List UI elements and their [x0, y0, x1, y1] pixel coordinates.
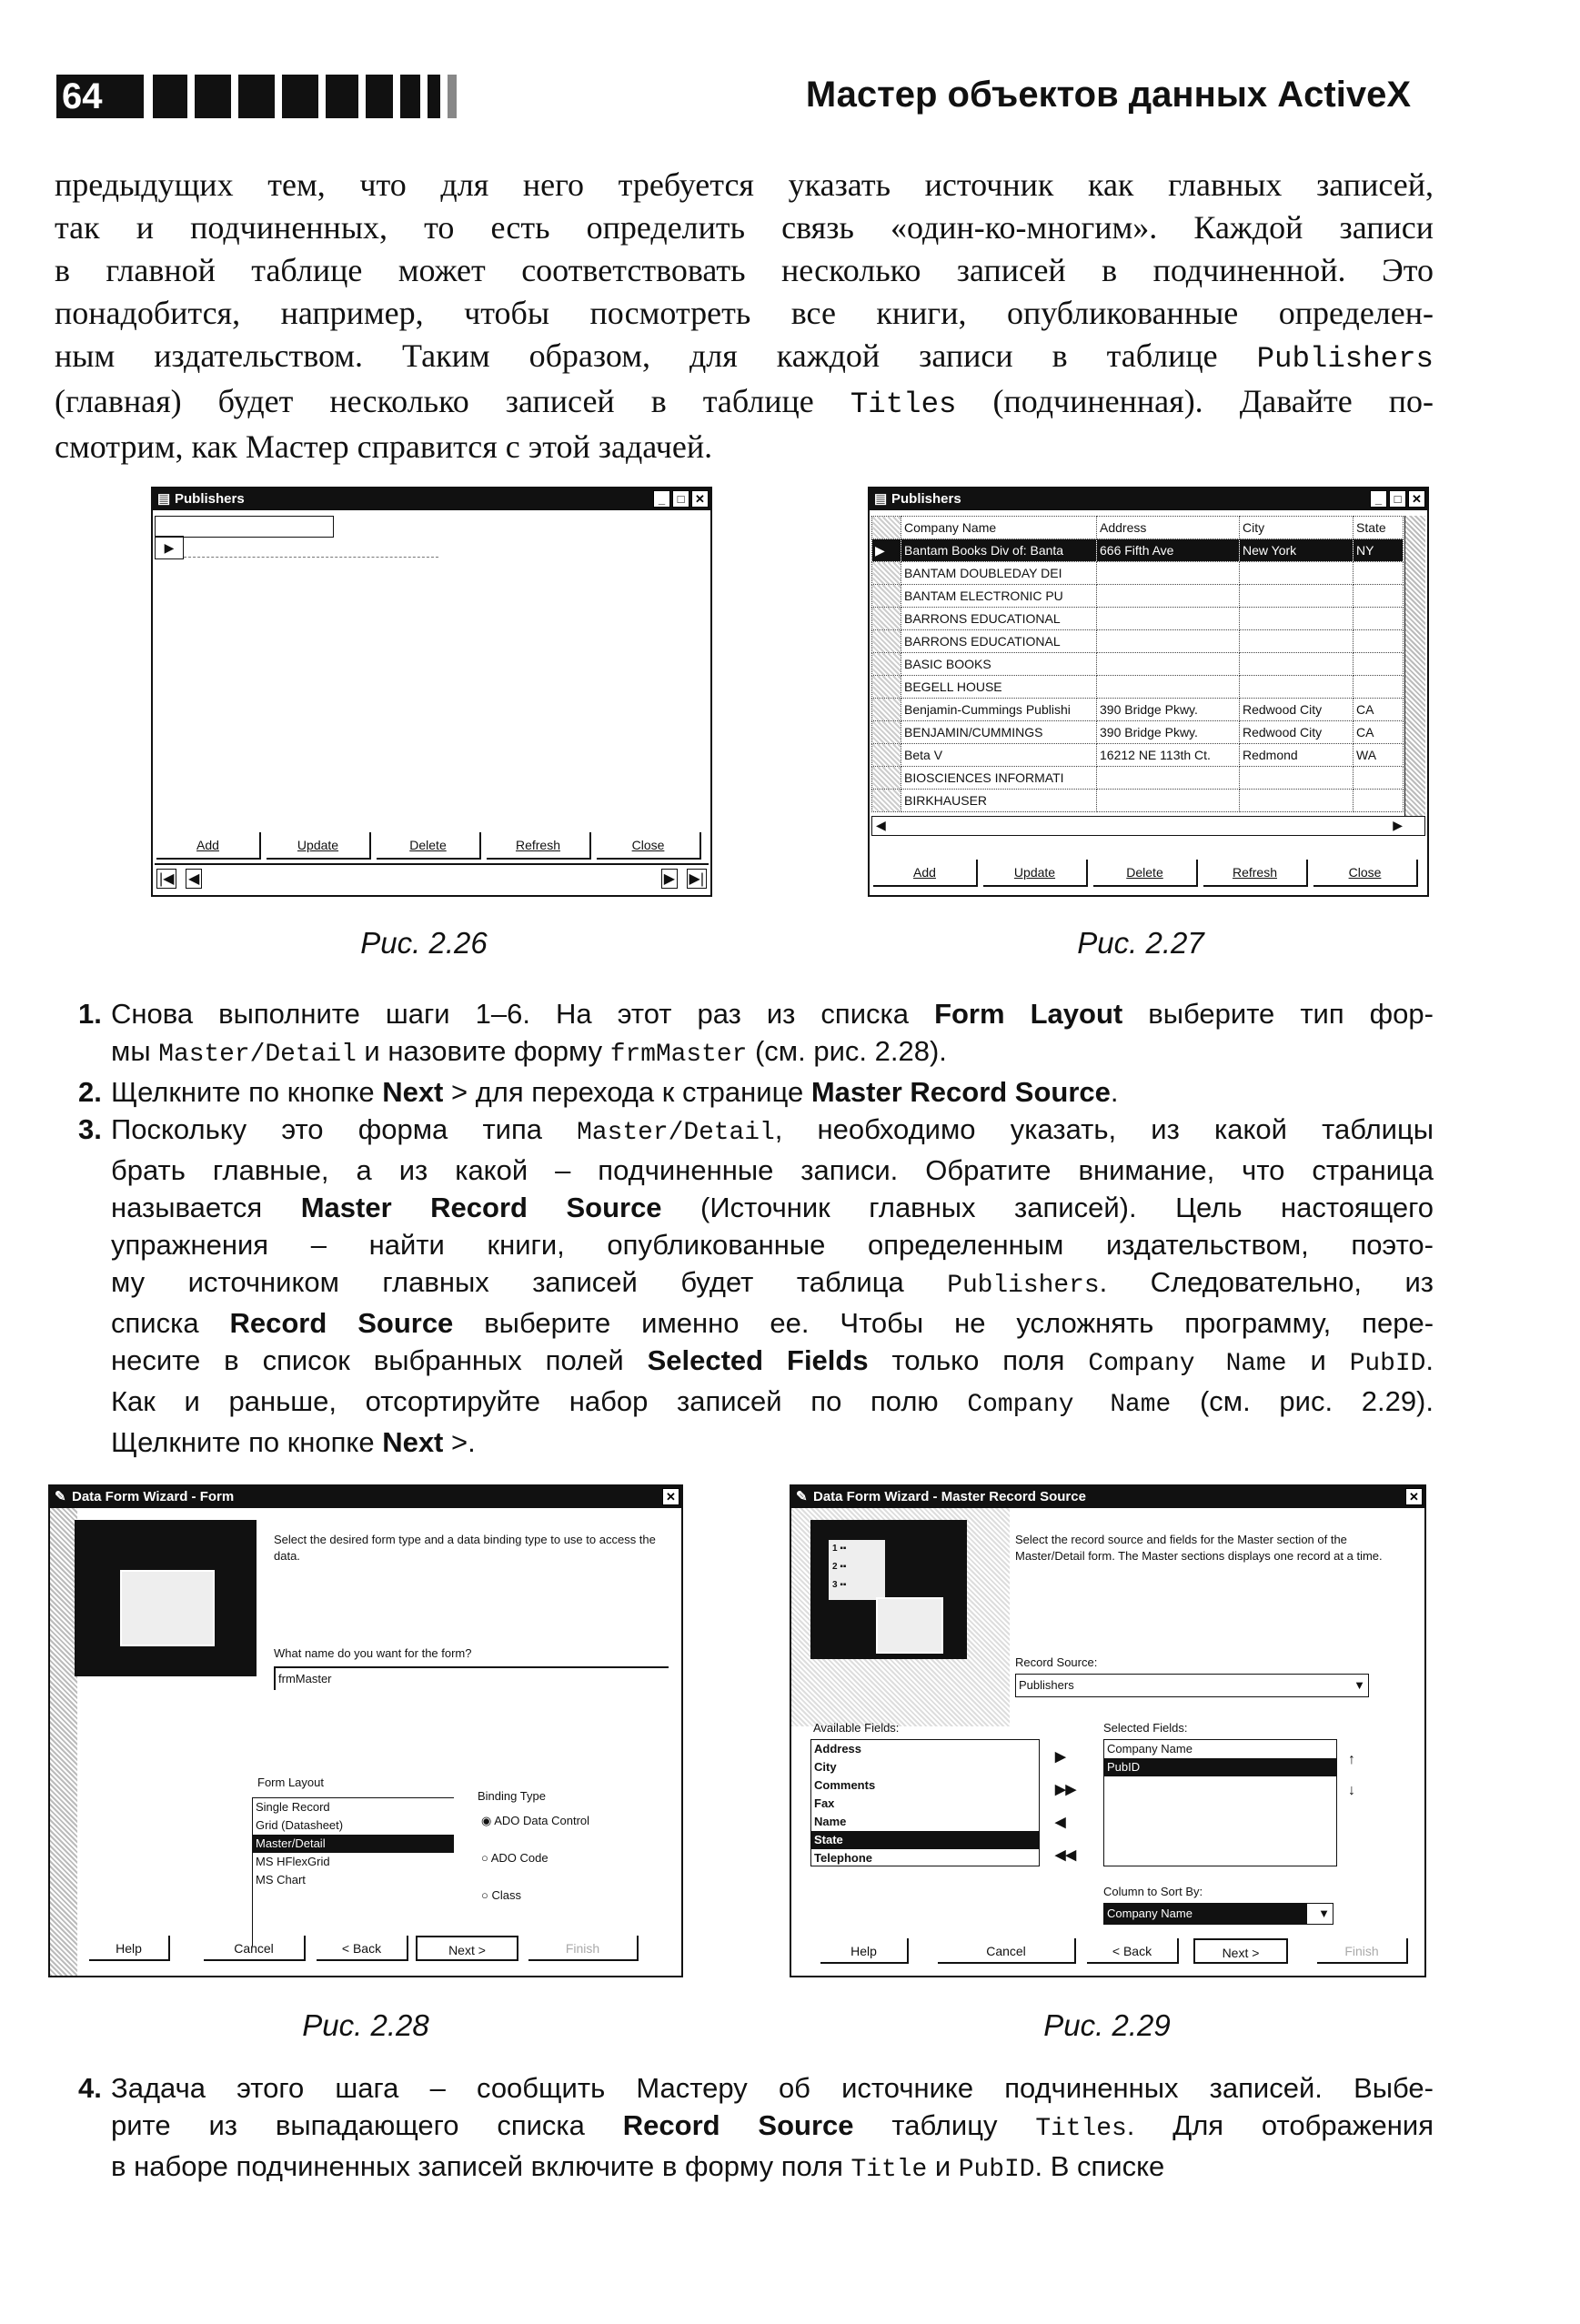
table-cell[interactable]: 390 Bridge Pkwy.	[1097, 699, 1240, 721]
add-all-fields-button[interactable]: ▶▶	[1055, 1782, 1077, 1797]
text-line: так и подчиненных, то есть определить связь «один-ко-многим». Каждой записи	[55, 209, 1434, 246]
step-number: 4.	[78, 2072, 102, 2104]
text-line: рите из выпадающего списка Record Source таблицу Titles. Для отображения	[111, 2109, 1434, 2143]
text-line: предыдущих тем, что для него требуется указать источник как главных записей,	[55, 166, 1434, 203]
close-window-button[interactable]: ✕	[1408, 490, 1425, 508]
table-row[interactable]	[872, 676, 1404, 699]
table-row[interactable]	[872, 744, 1404, 767]
radio-option[interactable]	[481, 1851, 589, 1888]
finish-button[interactable]: Finish	[1317, 1938, 1408, 1964]
button-row	[873, 860, 1423, 887]
table-row[interactable]	[872, 767, 1404, 790]
title-bar	[870, 488, 1427, 510]
table-cell[interactable]: 390 Bridge Pkwy.	[1097, 721, 1240, 744]
available-fields-label: Available Fields:	[813, 1721, 900, 1735]
scroll-left-icon[interactable]: ◀	[876, 818, 886, 832]
publishers-window-empty	[151, 487, 712, 897]
table-cell[interactable]: BASIC BOOKS	[901, 653, 1097, 676]
sort-column-label: Column to Sort By:	[1103, 1885, 1203, 1898]
text-line: Щелкните по кнопке Next > для перехода к странице Master Record Source.	[111, 1076, 1119, 1108]
transfer-buttons	[1055, 1748, 1086, 1879]
update-button[interactable]: Update	[983, 860, 1088, 887]
header-bar-decoration	[195, 75, 231, 118]
table-row[interactable]	[872, 630, 1404, 653]
table-cell[interactable]: BENJAMIN/CUMMINGS	[901, 721, 1097, 744]
list-item[interactable]: PubID	[1104, 1758, 1336, 1776]
form-layout-list[interactable]	[252, 1797, 454, 1947]
header-bar-decoration	[400, 75, 420, 118]
figure-caption: Рис. 2.26	[360, 926, 488, 960]
code-term: Master/Detail	[577, 1119, 775, 1147]
selected-fields-list[interactable]	[1103, 1739, 1337, 1866]
table-cell[interactable]: BANTAM ELECTRONIC PU	[901, 585, 1097, 608]
list-item	[78, 2069, 1434, 2188]
form-preview-icon	[876, 1597, 943, 1654]
text-line: упражнения – найти книги, опубликованные определенным издательством, поэто-	[111, 1229, 1434, 1261]
table-cell[interactable]	[1097, 585, 1240, 608]
record-selector[interactable]	[872, 653, 901, 676]
record-selector[interactable]	[872, 721, 901, 744]
horizontal-scrollbar[interactable]	[871, 816, 1425, 836]
table-cell[interactable]: BIRKHAUSER	[901, 790, 1097, 812]
close-window-button[interactable]: ✕	[662, 1488, 679, 1505]
table-cell[interactable]	[1354, 585, 1404, 608]
add-button[interactable]: Add	[156, 832, 261, 860]
add-button[interactable]: Add	[873, 860, 978, 887]
header-bar-decoration	[428, 75, 440, 118]
table-cell[interactable]: Redwood City	[1240, 699, 1354, 721]
record-selector[interactable]	[872, 630, 901, 653]
record-selector[interactable]	[872, 676, 901, 699]
text-line: Поскольку это форма типа Master/Detail, необходимо указать, из какой таблицы	[111, 1113, 1434, 1147]
remove-all-fields-button[interactable]: ◀◀	[1055, 1847, 1077, 1863]
bold-term: Selected Fields	[647, 1344, 869, 1376]
back-button[interactable]: < Back	[317, 1936, 408, 1961]
table-cell[interactable]	[1354, 608, 1404, 630]
table-cell[interactable]: NY	[1354, 539, 1404, 562]
order-buttons	[1348, 1745, 1355, 1806]
record-selector[interactable]	[872, 790, 901, 812]
figure-caption: Рис. 2.29	[1043, 2008, 1171, 2042]
step-number: 2.	[78, 1076, 102, 1108]
navigation-bar	[155, 863, 709, 892]
list-item[interactable]: Single Record	[256, 1800, 330, 1814]
minimize-button[interactable]: _	[1370, 490, 1387, 508]
table-cell[interactable]	[1354, 790, 1404, 812]
add-field-button[interactable]: ▶	[1055, 1749, 1066, 1765]
table-cell[interactable]	[1354, 630, 1404, 653]
publishers-window-grid	[868, 487, 1429, 897]
text-line: Задача этого шага – сообщить Мастеру об источнике подчиненных записей. Выбе-	[111, 2072, 1434, 2104]
maximize-button[interactable]: □	[1389, 490, 1406, 508]
table-row[interactable]	[872, 539, 1404, 562]
bold-term: Form Layout	[934, 998, 1123, 1030]
list-item[interactable]: Grid (Datasheet)	[256, 1818, 344, 1832]
steps-list-continued	[78, 2069, 1434, 2188]
wizard-illustration	[810, 1520, 967, 1659]
text-line: Как и раньше, отсортируйте набор записей по полю Company Name (см. рис. 2.29).	[111, 1385, 1434, 1419]
table-row[interactable]	[872, 699, 1404, 721]
table-cell[interactable]	[1240, 676, 1354, 699]
available-fields-list[interactable]	[810, 1739, 1040, 1866]
text-line: смотрим, как Мастер справится с этой задачей.	[55, 428, 713, 465]
refresh-button[interactable]: Refresh	[1203, 860, 1308, 887]
table-row[interactable]	[872, 721, 1404, 744]
text-line: в главной таблице может соответствовать несколько записей в подчиненной. Это	[55, 252, 1434, 288]
header-bar-decoration	[366, 75, 393, 118]
form-layout-label: Form Layout	[257, 1776, 324, 1789]
move-up-icon[interactable]: ↑	[1348, 1752, 1355, 1767]
delete-button[interactable]: Delete	[377, 832, 481, 860]
text-line: списка Record Source выберите именно ее. Чтобы не усложнять программу, пере-	[111, 1307, 1434, 1339]
header-bar-decoration	[326, 75, 358, 118]
table-cell[interactable]: 16212 NE 113th Ct.	[1097, 744, 1240, 767]
update-button[interactable]: Update	[267, 832, 371, 860]
window-title: Publishers	[175, 491, 245, 507]
list-item	[78, 995, 1434, 1073]
sort-column-value: Company Name	[1104, 1904, 1307, 1924]
table-cell[interactable]	[1097, 562, 1240, 585]
close-window-button[interactable]: ✕	[1405, 1488, 1423, 1505]
text-line: (главная) будет несколько записей в таблице Titles (подчиненная). Давайте по-	[55, 383, 1434, 421]
table-cell[interactable]	[1097, 608, 1240, 630]
table-row[interactable]	[872, 585, 1404, 608]
text-line: брать главные, а из какой – подчиненные записи. Обратите внимание, что страница	[111, 1154, 1434, 1186]
page-number: 64	[56, 75, 144, 118]
radio-option[interactable]	[481, 1888, 589, 1926]
table-cell[interactable]	[1354, 767, 1404, 790]
binding-type-group	[481, 1814, 589, 1926]
list-item[interactable]: Address	[814, 1742, 862, 1756]
code-term: Publishers	[947, 1272, 1100, 1300]
table-cell[interactable]	[1240, 653, 1354, 676]
wizard-icon: ✎	[55, 1489, 66, 1504]
cancel-button[interactable]: Cancel	[204, 1936, 306, 1961]
figure-caption: Рис. 2.28	[302, 2008, 429, 2042]
next-record-icon[interactable]: ▶	[661, 869, 678, 889]
close-button[interactable]: Close	[597, 832, 701, 860]
record-selector[interactable]	[872, 562, 901, 585]
form-name-label: What name do you want for the form?	[274, 1646, 472, 1660]
table-cell[interactable]	[1240, 585, 1354, 608]
delete-button[interactable]: Delete	[1093, 860, 1198, 887]
record-selector[interactable]	[872, 744, 901, 767]
table-cell[interactable]	[1097, 790, 1240, 812]
record-selector[interactable]: ▶	[872, 539, 901, 562]
list-item[interactable]: Comments	[814, 1778, 876, 1792]
table-cell[interactable]	[1240, 767, 1354, 790]
text-line: ным издательством. Таким образом, для каждой записи в таблице Publishers	[55, 337, 1434, 376]
list-item[interactable]: MS HFlexGrid	[256, 1855, 330, 1868]
table-row[interactable]	[872, 790, 1404, 812]
code-term: Titles	[850, 387, 957, 421]
list-item	[78, 1111, 1434, 1461]
chapter-title: Мастер объектов данных ActiveX	[805, 75, 1411, 115]
table-cell[interactable]	[1354, 676, 1404, 699]
record-selector[interactable]	[872, 699, 901, 721]
table-row[interactable]	[872, 653, 1404, 676]
table-cell[interactable]: Beta V	[901, 744, 1097, 767]
vertical-scrollbar[interactable]	[1404, 516, 1425, 816]
table-cell[interactable]: Redwood City	[1240, 721, 1354, 744]
radio-label: ADO Data Control	[494, 1814, 590, 1827]
record-selector[interactable]	[872, 585, 901, 608]
header-bar-decoration	[238, 75, 275, 118]
text-line: му источником главных записей будет таблица Publishers. Следовательно, из	[111, 1266, 1434, 1300]
record-source-value: Publishers	[1019, 1678, 1074, 1692]
table-cell[interactable]: 666 Fifth Ave	[1097, 539, 1240, 562]
grid-new-row	[184, 557, 438, 558]
publishers-grid[interactable]	[871, 516, 1404, 812]
selected-fields-label: Selected Fields:	[1103, 1721, 1188, 1735]
record-selector[interactable]	[872, 767, 901, 790]
grid-header-row	[872, 517, 1404, 539]
next-button[interactable]: Next >	[416, 1936, 518, 1961]
app-icon: ▤	[874, 491, 888, 507]
text-line: в наборе подчиненных записей включите в форму поля Title и PubID. В списке	[111, 2150, 1165, 2184]
text-line: называется Master Record Source (Источник главных записей). Цель настоящего	[111, 1192, 1434, 1223]
table-cell[interactable]	[1354, 562, 1404, 585]
table-cell[interactable]	[1097, 767, 1240, 790]
table-row[interactable]	[872, 608, 1404, 630]
table-cell[interactable]: BIOSCIENCES INFORMATI	[901, 767, 1097, 790]
minimize-button[interactable]: _	[653, 490, 670, 508]
list-item	[78, 1073, 1434, 1111]
window-title: Data Form Wizard - Master Record Source	[813, 1489, 1086, 1504]
table-row[interactable]	[872, 562, 1404, 585]
title-bar	[791, 1486, 1424, 1508]
header-bar-decoration	[448, 75, 457, 118]
binding-type-label: Binding Type	[478, 1789, 546, 1803]
help-button[interactable]: Help	[89, 1936, 170, 1961]
column-header[interactable]: City	[1240, 517, 1354, 539]
previous-record-icon[interactable]: ◀	[186, 869, 202, 889]
form-preview-icon	[120, 1570, 215, 1646]
record-selector[interactable]	[872, 608, 901, 630]
table-cell[interactable]	[1354, 653, 1404, 676]
table-cell[interactable]	[1240, 562, 1354, 585]
header-bar-decoration	[282, 75, 318, 118]
dropdown-arrow-icon[interactable]: ▼	[1354, 1678, 1365, 1692]
bold-term: Record Source	[622, 2109, 854, 2141]
help-button[interactable]: Help	[820, 1938, 909, 1964]
table-cell[interactable]	[1240, 630, 1354, 653]
sort-column-combo[interactable]	[1103, 1903, 1333, 1925]
radio-option[interactable]	[481, 1814, 589, 1851]
list-item[interactable]: MS Chart	[256, 1873, 306, 1886]
table-cell[interactable]	[1097, 653, 1240, 676]
intro-paragraph	[55, 164, 1434, 468]
table-cell[interactable]: Benjamin-Cummings Publishi	[901, 699, 1097, 721]
code-term: Master/Detail	[158, 1041, 357, 1069]
list-item[interactable]: State	[811, 1831, 1039, 1849]
code-term: Company Name	[967, 1391, 1172, 1419]
list-item[interactable]: City	[814, 1760, 837, 1774]
text-line: мы Master/Detail и назовите форму frmMaster (см. рис. 2.28).	[111, 1035, 947, 1069]
bold-term: Master Record Source	[300, 1192, 662, 1223]
header-bar-decoration	[153, 75, 187, 118]
close-window-button[interactable]: ✕	[691, 490, 709, 508]
list-item[interactable]: Fax	[814, 1796, 835, 1810]
table-cell[interactable]: CA	[1354, 699, 1404, 721]
first-record-icon[interactable]: |◀	[156, 869, 176, 889]
instruction-text: Select the desired form type and a data binding type to use to access the data.	[274, 1533, 656, 1563]
radio-icon[interactable]: ◉	[481, 1814, 495, 1827]
dropdown-arrow-icon[interactable]: ▼	[1318, 1906, 1330, 1920]
code-term: Title	[850, 2156, 928, 2184]
code-term: PubID	[1349, 1350, 1426, 1378]
table-cell[interactable]: BARRONS EDUCATIONAL	[901, 608, 1097, 630]
table-cell[interactable]	[1097, 630, 1240, 653]
table-cell[interactable]	[1097, 676, 1240, 699]
grid-header	[155, 516, 334, 538]
record-source-label: Record Source:	[1015, 1655, 1098, 1669]
refresh-button[interactable]: Refresh	[487, 832, 591, 860]
close-button[interactable]: Close	[1313, 860, 1418, 887]
data-form-wizard-form	[48, 1484, 683, 1977]
bold-term: Next	[382, 1426, 444, 1458]
back-button[interactable]: < Back	[1087, 1938, 1179, 1964]
bold-term: Master Record Source	[810, 1076, 1111, 1108]
side-gradient	[50, 1508, 77, 1976]
column-header[interactable]: Address	[1097, 517, 1240, 539]
bold-term: Record Source	[229, 1307, 454, 1339]
step-number: 1.	[78, 998, 102, 1030]
table-cell[interactable]: BANTAM DOUBLEDAY DEI	[901, 562, 1097, 585]
code-term: Company Name	[1088, 1350, 1287, 1378]
form-name-input[interactable]: frmMaster	[274, 1666, 669, 1690]
list-item[interactable]: Company Name	[1107, 1742, 1193, 1756]
button-row	[156, 832, 706, 856]
data-form-wizard-master-record-source	[790, 1484, 1426, 1977]
wizard-icon: ✎	[796, 1489, 808, 1504]
step-number: 3.	[78, 1113, 102, 1145]
column-header[interactable]: Company Name	[901, 517, 1097, 539]
scroll-right-icon[interactable]: ▶	[1393, 818, 1403, 832]
maximize-button[interactable]: □	[672, 490, 689, 508]
radio-icon[interactable]: ○	[481, 1851, 491, 1865]
title-bar	[153, 488, 710, 510]
row-selector-header	[872, 517, 901, 539]
list-item[interactable]: Name	[814, 1815, 847, 1828]
table-cell[interactable]: New York	[1240, 539, 1354, 562]
text-line: понадобится, например, чтобы посмотреть все книги, опубликованные определен-	[55, 295, 1434, 331]
figure-caption: Рис. 2.27	[1077, 926, 1204, 960]
radio-label: Class	[491, 1888, 521, 1902]
remove-field-button[interactable]: ◀	[1055, 1815, 1066, 1830]
radio-label: ADO Code	[490, 1851, 548, 1865]
table-cell[interactable]: BEGELL HOUSE	[901, 676, 1097, 699]
master-list-icon: 1 ▪▪ 2 ▪▪ 3 ▪▪	[829, 1540, 885, 1600]
bold-term: Next	[382, 1076, 444, 1108]
table-cell[interactable]: Bantam Books Div of: Banta	[901, 539, 1097, 562]
code-term: PubID	[958, 2156, 1035, 2184]
column-header[interactable]: State	[1354, 517, 1404, 539]
cancel-button[interactable]: Cancel	[938, 1938, 1076, 1964]
code-term: Publishers	[1256, 342, 1434, 376]
instruction-text: Select the record source and fields for the Master section of the Master/Detail form. The Master sections displays one record at a time.	[1015, 1533, 1383, 1563]
table-cell[interactable]: BARRONS EDUCATIONAL	[901, 630, 1097, 653]
steps-list	[78, 995, 1434, 1461]
title-bar	[50, 1486, 681, 1508]
record-selector-arrow-icon[interactable]: ▶	[155, 536, 184, 559]
list-item[interactable]: Telephone	[814, 1851, 873, 1865]
record-source-combo[interactable]	[1015, 1674, 1369, 1697]
next-button[interactable]: Next >	[1193, 1938, 1288, 1964]
table-cell[interactable]: WA	[1354, 744, 1404, 767]
list-item[interactable]: Master/Detail	[253, 1835, 454, 1853]
text-line: Щелкните по кнопке Next >.	[111, 1426, 476, 1458]
table-cell[interactable]	[1240, 608, 1354, 630]
text-line: несите в список выбранных полей Selected Fields только поля Company Name и PubID.	[111, 1344, 1434, 1378]
radio-icon[interactable]: ○	[481, 1888, 492, 1902]
window-title: Data Form Wizard - Form	[72, 1489, 235, 1504]
table-cell[interactable]: Redmond	[1240, 744, 1354, 767]
text-line: Снова выполните шаги 1–6. На этот раз из списка Form Layout выберите тип фор-	[111, 998, 1434, 1030]
code-term: Titles	[1035, 2115, 1127, 2143]
move-down-icon[interactable]: ↓	[1348, 1783, 1355, 1798]
app-icon: ▤	[157, 491, 171, 507]
finish-button[interactable]: Finish	[528, 1936, 639, 1961]
last-record-icon[interactable]: ▶|	[687, 869, 707, 889]
window-title: Publishers	[891, 491, 961, 507]
code-term: frmMaster	[609, 1041, 748, 1069]
table-cell[interactable]	[1240, 790, 1354, 812]
wizard-illustration	[75, 1520, 257, 1676]
table-cell[interactable]: CA	[1354, 721, 1404, 744]
